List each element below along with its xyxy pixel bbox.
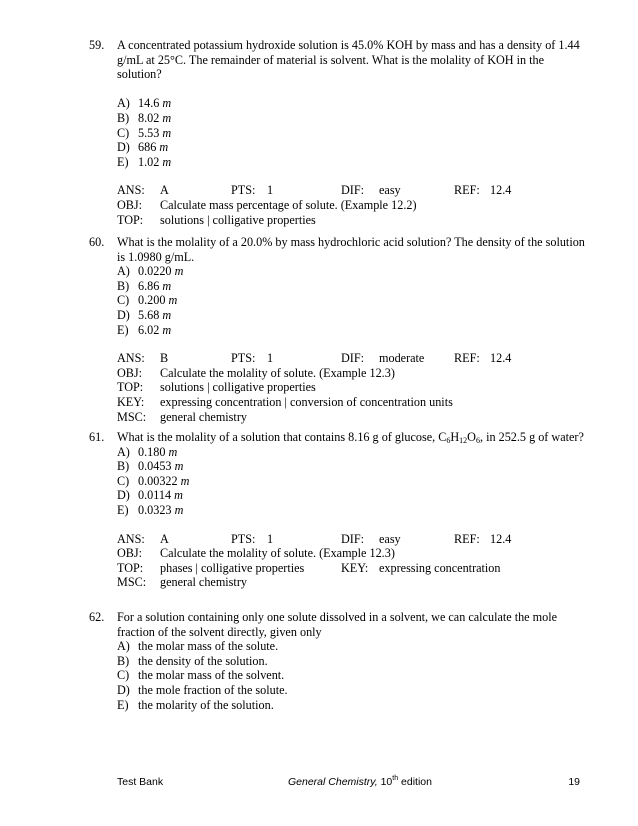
pts-label: PTS:: [231, 351, 256, 366]
top-value: phases | colligative properties: [160, 560, 305, 575]
question-59: [89, 38, 589, 227]
msc-label: MSC:: [117, 409, 147, 424]
answer-choices: [117, 264, 589, 337]
msc-value: general chemistry: [160, 409, 247, 424]
choice-c: C) the molar mass of the solvent.: [117, 668, 285, 683]
pts-label: PTS:: [231, 183, 256, 198]
top-label: TOP:: [117, 212, 144, 227]
dif-label: DIF:: [341, 183, 365, 198]
question-stem: A concentrated potassium hydroxide solution is 45.0% KOH by mass and has a density of 1.44 g/mL at 25°C. The remainder of material is solvent. What is the molality of KOH in the solution?: [117, 38, 580, 82]
dif-label: DIF:: [341, 351, 365, 366]
ans-label: ANS:: [117, 183, 145, 198]
ans-value: A: [160, 531, 169, 546]
obj-value: Calculate mass percentage of solute. (Example 12.2): [160, 197, 417, 212]
footer-left-text: Test Bank: [117, 776, 164, 788]
dif-value: easy: [379, 183, 401, 198]
pts-value: 1: [267, 531, 274, 546]
answer-metadata: [117, 183, 589, 227]
key-label: KEY:: [341, 560, 369, 575]
choice-b: B) the density of the solution.: [117, 653, 268, 668]
choice-e: E) the molarity of the solution.: [117, 697, 274, 712]
top-value: solutions | colligative properties: [160, 380, 316, 395]
answer-metadata: [117, 532, 589, 590]
question-stem: For a solution containing only one solute dissolved in a solvent, we can calculate the mole fraction of the solvent directly, given only: [117, 610, 558, 639]
answer-choices: [117, 639, 589, 712]
footer-book-title: General Chemistry, 10th edition: [288, 775, 432, 788]
choice-d: D) the mole fraction of the solute.: [117, 682, 288, 697]
page-footer: [117, 775, 580, 789]
question-stem: What is the molality of a solution that contains 8.16 g of glucose, $C_6H_{12}O_6$, in 252.5 g of water?: [117, 430, 584, 445]
choice-c: C) 5.53 m: [117, 125, 172, 140]
dif-label: DIF:: [341, 531, 365, 546]
choice-a: A) 0.0220 m: [117, 264, 184, 279]
answer-choices: [117, 445, 589, 518]
pts-value: 1: [267, 351, 274, 366]
obj-value: Calculate the molality of solute. (Example 12.3): [160, 365, 395, 380]
question-stem: What is the molality of a 20.0% by mass hydrochloric acid solution? The density of the solution is 1.0980 g/mL.: [117, 235, 585, 264]
obj-label: OBJ:: [117, 546, 143, 561]
ans-value: B: [160, 351, 169, 366]
question-number: 62.: [89, 610, 105, 624]
obj-value: Calculate the molality of solute. (Example 12.3): [160, 546, 395, 561]
msc-label: MSC:: [117, 575, 147, 590]
question-61: [89, 430, 589, 590]
choice-a: A) the molar mass of the solute.: [117, 639, 279, 654]
choice-d: D) 0.0114 m: [117, 488, 183, 503]
msc-value: general chemistry: [160, 575, 247, 590]
answer-choices: [117, 96, 589, 169]
dif-value: easy: [379, 531, 401, 546]
key-value: expressing concentration | conversion of concentration units: [160, 394, 453, 409]
choice-a: A) 14.6 m: [117, 96, 172, 111]
choice-e: E) 0.0323 m: [117, 502, 184, 517]
ref-label: REF:: [454, 183, 480, 198]
pts-label: PTS:: [231, 531, 256, 546]
ans-value: A: [160, 183, 169, 198]
choice-a: A) 0.180 m: [117, 444, 178, 459]
page-number: 19: [568, 776, 580, 788]
ans-label: ANS:: [117, 351, 145, 366]
obj-label: OBJ:: [117, 365, 143, 380]
choice-e: E) 6.02 m: [117, 322, 172, 337]
top-value: solutions | colligative properties: [160, 212, 316, 227]
ref-value: 12.4: [490, 183, 512, 198]
ref-value: 12.4: [490, 351, 512, 366]
choice-d: D) 5.68 m: [117, 307, 172, 322]
dif-value: moderate: [379, 351, 425, 366]
question-number: 60.: [89, 235, 105, 249]
choice-b: B) 8.02 m: [117, 110, 172, 125]
choice-b: B) 0.0453 m: [117, 459, 184, 474]
choice-c: C) 0.200 m: [117, 293, 178, 308]
ans-label: ANS:: [117, 531, 145, 546]
ref-label: REF:: [454, 531, 480, 546]
question-number: 61.: [89, 430, 105, 444]
key-label: KEY:: [117, 394, 145, 409]
obj-label: OBJ:: [117, 197, 143, 212]
choice-d: D) 686 m: [117, 140, 169, 155]
key-value: expressing concentration: [379, 560, 501, 575]
ref-value: 12.4: [490, 531, 512, 546]
ref-label: REF:: [454, 351, 480, 366]
pts-value: 1: [267, 183, 274, 198]
top-label: TOP:: [117, 380, 144, 395]
question-number: 59.: [89, 38, 105, 52]
question-62: [89, 610, 589, 712]
choice-b: B) 6.86 m: [117, 278, 172, 293]
question-60: [89, 235, 589, 424]
top-label: TOP:: [117, 560, 144, 575]
answer-metadata: [117, 351, 589, 424]
choice-c: C) 0.00322 m: [117, 473, 190, 488]
choice-e: E) 1.02 m: [117, 154, 172, 169]
